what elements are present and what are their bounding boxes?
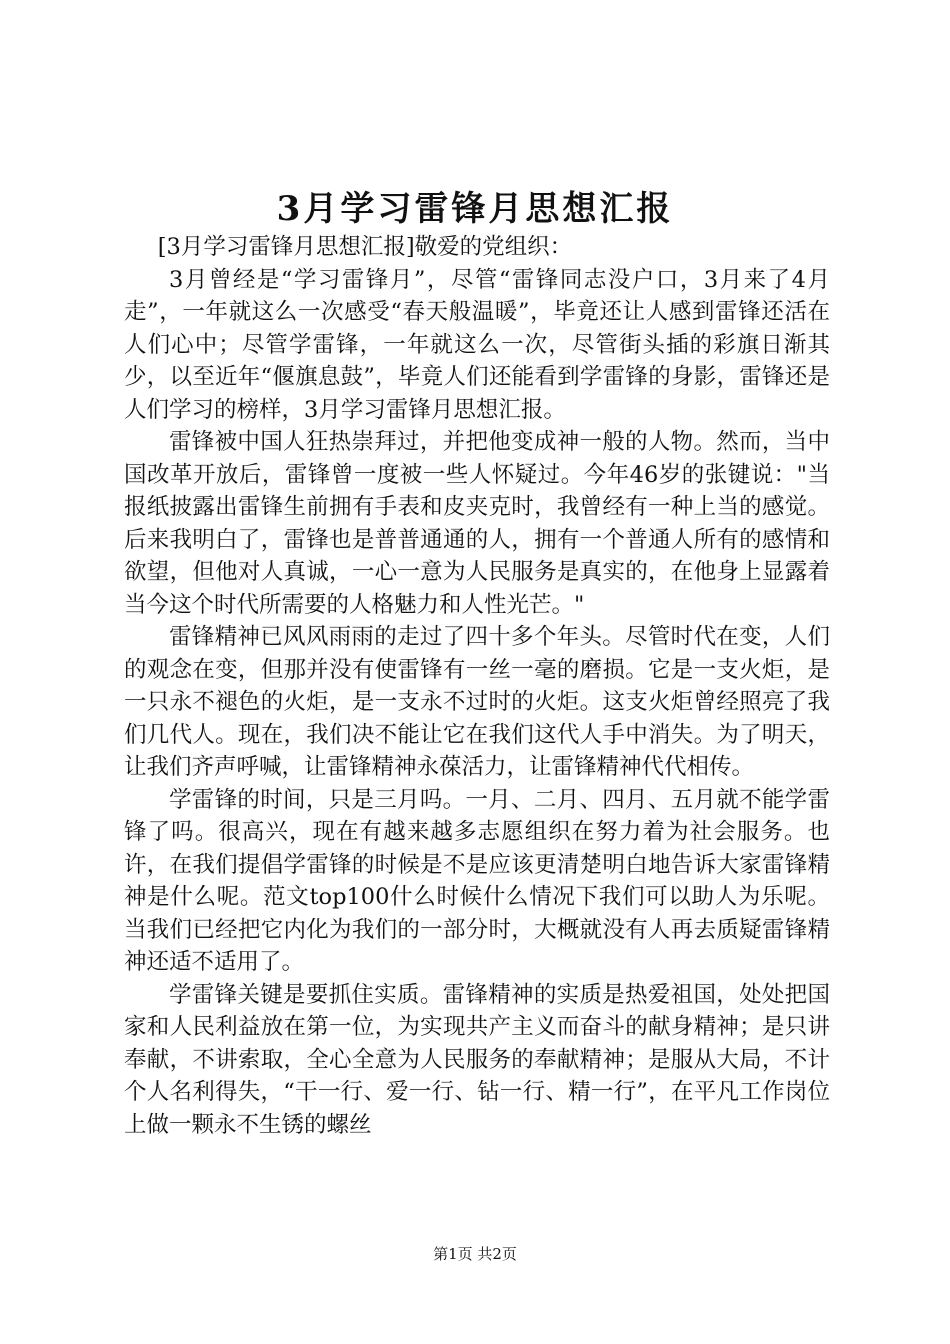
- document-body: [124, 231, 830, 1141]
- body-paragraph: 雷锋被中国人狂热崇拜过，并把他变成神一般的人物。然而，当中国改革开放后，雷锋曾一度被一些人怀疑过。今年46岁的张键说："当报纸披露出雷锋生前拥有手表和皮夹克时，我曾经有一种上当的感觉。后来我明白了，雷锋也是普普通通的人，拥有一个普通人所有的感情和欲望，但他对人真诚，一心一意为人民服务是真实的，在他身上显露着当今这个时代所需要的人格魅力和人性光芒。": [124, 429, 830, 618]
- salutation-paragraph: [3月学习雷锋月思想汇报]敬爱的党组织：: [157, 234, 573, 260]
- page-number-footer: 第1页 共2页: [433, 1245, 517, 1263]
- body-paragraph: 学雷锋的时间，只是三月吗。一月、二月、四月、五月就不能学雷锋了吗。很高兴，现在有越来越多志愿组织在努力着为社会服务。也许，在我们提倡学雷锋的时候是不是应该更清楚明白地告诉大家雷锋精神是什么呢。范文top100什么时候什么情况下我们可以助人为乐呢。当我们已经把它内化为我们的一部分时，大概就没有人再去质疑雷锋精神还适不适用了。: [124, 786, 830, 975]
- body-paragraph: 学雷锋关键是要抓住实质。雷锋精神的实质是热爱祖国，处处把国家和人民利益放在第一位，为实现共产主义而奋斗的献身精神；是只讲奉献，不讲索取，全心全意为人民服务的奉献精神；是服从大局，不计个人名利得失，“干一行、爱一行、钻一行、精一行”，在平凡工作岗位上做一颗永不生锈的螺丝: [124, 981, 830, 1138]
- document-title: 3月学习雷锋月思想汇报: [276, 189, 674, 229]
- body-paragraph: 雷锋精神已风风雨雨的走过了四十多个年头。尽管时代在变，人们的观念在变，但那并没有使雷锋有一丝一毫的磨损。它是一支火炬，是一只永不褪色的火炬，是一支永不过时的火炬。这支火炬曾经照亮了我们几代人。现在，我们决不能让它在我们这代人手中消失。为了明天，让我们齐声呼喊，让雷锋精神永葆活力，让雷锋精神代代相传。: [124, 624, 830, 780]
- body-paragraph: 3月曾经是“学习雷锋月”，尽管“雷锋同志没户口，3月来了4月走”，一年就这么一次感受“春天般温暖”，毕竟还让人感到雷锋还活在人们心中；尽管学雷锋，一年就这么一次，尽管街头插的彩旗日渐其少，以至近年“偃旗息鼓”，毕竟人们还能看到学雷锋的身影，雷锋还是人们学习的榜样，3月学习雷锋月思想汇报。: [124, 266, 830, 423]
